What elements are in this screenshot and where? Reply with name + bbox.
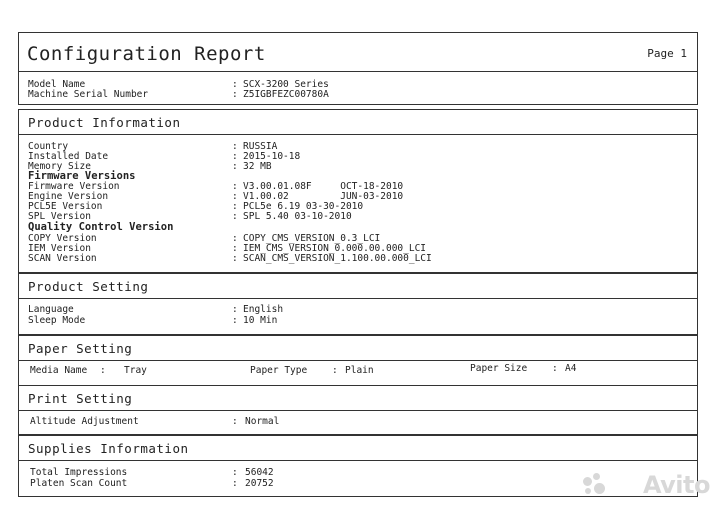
paper-setting-header [18, 335, 698, 361]
product-information-header [18, 109, 698, 135]
colon: : [232, 243, 238, 254]
altitude-label: Altitude Adjustment [30, 416, 139, 427]
report-header [18, 32, 698, 72]
report-title: Configuration Report [27, 43, 266, 65]
colon: : [232, 151, 238, 162]
avito-dots-icon [583, 473, 605, 495]
pcl5e-version-label: PCL5E Version [28, 201, 103, 212]
colon: : [232, 416, 238, 427]
paper-size-value: A4 [565, 363, 577, 374]
spl-version-value: SPL 5.40 03-10-2010 [243, 211, 352, 222]
section-title: Print Setting [28, 391, 133, 406]
platen-scan-count-label: Platen Scan Count [30, 478, 128, 489]
colon: : [232, 201, 238, 212]
spl-version-label: SPL Version [28, 211, 91, 222]
iem-version-label: IEM Version [28, 243, 91, 254]
iem-version-value: IEM_CMS_VERSION_0.000.00.000_LCI [243, 243, 427, 254]
media-name-label: Media Name [30, 365, 88, 376]
firmware-versions-heading: Firmware Versions [28, 170, 136, 182]
sleep-mode-label: Sleep Mode [28, 315, 86, 326]
paper-size-label: Paper Size [470, 363, 528, 374]
print-setting-header [18, 385, 698, 411]
platen-scan-count-value: 20752 [245, 478, 274, 489]
colon: : [232, 161, 238, 172]
scan-version-value: SCAN_CMS_VERSION_1.100.00.000_LCI [243, 253, 432, 264]
model-name-label: Model Name [28, 79, 86, 90]
sleep-mode-value: 10 Min [243, 315, 278, 326]
product-setting-header [18, 273, 698, 299]
memory-size-value: 32 MB [243, 161, 272, 172]
engine-version-value: V1.00.02 JUN-03-2010 [243, 191, 404, 202]
paper-type-value: Plain [345, 365, 374, 376]
copy-version-value: COPY_CMS_VERSION_0.3_LCI [243, 233, 381, 244]
total-impressions-label: Total Impressions [30, 467, 128, 478]
colon: : [232, 233, 238, 244]
colon: : [552, 363, 558, 374]
colon: : [232, 211, 238, 222]
pcl5e-version-value: PCL5e 6.19 03-30-2010 [243, 201, 364, 212]
colon: : [232, 181, 238, 192]
colon: : [232, 253, 238, 264]
page-number: Page 1 [647, 47, 687, 60]
firmware-version-value: V3.00.01.08F OCT-18-2010 [243, 181, 404, 192]
language-value: English [243, 304, 284, 315]
supplies-information-header [18, 435, 698, 461]
installed-date-value: 2015-10-18 [243, 151, 301, 162]
colon: : [232, 191, 238, 202]
colon: : [232, 141, 238, 152]
serial-number-label: Machine Serial Number [28, 89, 149, 100]
colon: : [232, 79, 238, 90]
quality-control-heading: Quality Control Version [28, 221, 174, 233]
colon: : [232, 304, 238, 315]
media-name-value: Tray [124, 365, 147, 376]
installed-date-label: Installed Date [28, 151, 109, 162]
colon: : [100, 365, 106, 376]
section-title: Product Information [28, 115, 181, 130]
section-title: Paper Setting [28, 341, 133, 356]
engine-version-label: Engine Version [28, 191, 109, 202]
section-title: Supplies Information [28, 441, 189, 456]
product-setting-box [18, 299, 698, 335]
colon: : [332, 365, 338, 376]
paper-type-label: Paper Type [250, 365, 308, 376]
total-impressions-value: 56042 [245, 467, 274, 478]
memory-size-label: Memory Size [28, 161, 91, 172]
serial-number-value: Z5IGBFEZC00780A [243, 89, 329, 100]
colon: : [232, 89, 238, 100]
avito-watermark: Avito [642, 471, 710, 499]
scan-version-label: SCAN Version [28, 253, 97, 264]
model-name-value: SCX-3200 Series [243, 79, 329, 90]
section-title: Product Setting [28, 279, 149, 294]
colon: : [232, 478, 238, 489]
copy-version-label: COPY Version [28, 233, 97, 244]
altitude-value: Normal [245, 416, 280, 427]
colon: : [232, 315, 238, 326]
firmware-version-label: Firmware Version [28, 181, 120, 192]
language-label: Language [28, 304, 74, 315]
colon: : [232, 467, 238, 478]
country-value: RUSSIA [243, 141, 278, 152]
country-label: Country [28, 141, 69, 152]
